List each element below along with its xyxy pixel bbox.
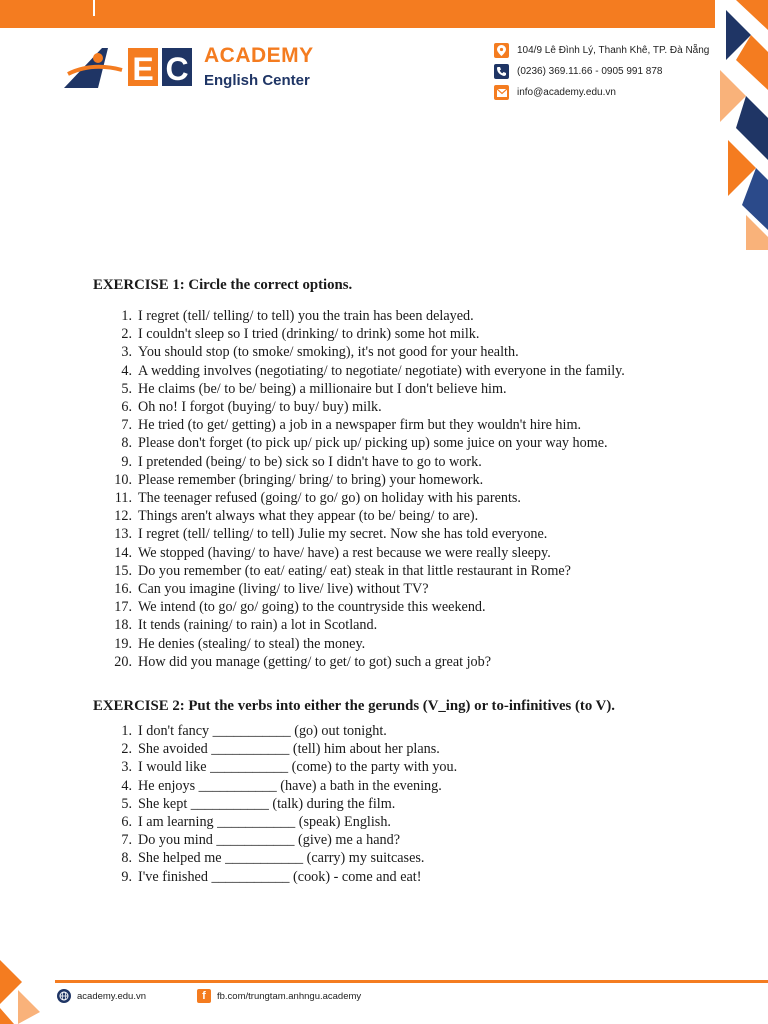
item-text: Please don't forget (to pick up/ pick up/ picking up) some juice on your way home. [138,435,608,452]
list-item [93,777,675,795]
contact-phone-row [494,61,709,82]
list-item [93,525,675,543]
list-item [93,580,675,598]
item-number: 7. [121,832,132,849]
list-item [93,325,675,343]
item-text: The teenager refused (going/ to go/ go) on holiday with his parents. [138,490,521,507]
svg-text:C: C [165,51,189,87]
item-text: Do you mind ___________ (give) me a hand? [138,832,401,849]
contact-email[interactable]: info@academy.edu.vn [517,87,616,98]
top-bar [0,0,715,28]
item-text: Please remember (bringing/ bring/ to bring) your homework. [138,471,484,488]
facebook-icon: f [197,989,211,1003]
item-number: 2. [121,741,132,758]
top-bar-notch [93,0,95,16]
list-item [93,489,675,507]
list-item [93,740,675,758]
corner-decoration-top-right [706,0,768,250]
list-item [93,453,675,471]
academy-logo [62,44,312,94]
item-text: I pretended (being/ to be) sick so I didn't have to go to work. [138,453,482,470]
list-item [93,653,675,671]
list-item [93,562,675,580]
list-item [93,795,675,813]
item-number: 12. [114,508,132,525]
phone-icon [494,64,509,79]
item-number: 2. [121,326,132,343]
email-icon [494,85,509,100]
footer-website-text: academy.edu.vn [77,990,147,1002]
item-number: 8. [121,435,132,452]
item-number: 13. [114,526,132,543]
list-item [93,849,675,867]
list-item [93,868,675,886]
footer-rule [55,980,768,983]
item-number: 14. [114,544,132,561]
item-number: 7. [121,417,132,434]
exercise-1-title: EXERCISE 1: Circle the correct options. [93,277,353,293]
item-number: 1. [121,723,132,740]
footer-facebook[interactable] [197,989,361,1003]
list-item [93,758,675,776]
item-text: You should stop (to smoke/ smoking), it's not good for your health. [138,344,519,361]
item-text: I am learning ___________ (speak) English. [138,814,391,831]
item-text: We stopped (having/ to have/ have) a rest because we were really sleepy. [138,544,551,561]
item-text: Oh no! I forgot (buying/ to buy/ buy) milk. [138,399,382,416]
item-number: 17. [114,599,132,616]
item-number: 3. [121,344,132,361]
logo-subtitle: English Center [204,72,310,89]
item-text: I couldn't sleep so I tried (drinking/ to drink) some hot milk. [138,326,480,343]
item-text: He denies (stealing/ to steal) the money. [138,635,366,652]
list-item [93,416,675,434]
list-item [93,616,675,634]
contact-phone: (0236) 369.11.66 - 0905 991 878 [517,66,663,77]
item-number: 18. [114,617,132,634]
list-item [93,507,675,525]
item-text: Do you remember (to eat/ eating/ eat) steak in that little restaurant in Rome? [138,562,571,579]
item-text: I've finished ___________ (cook) - come and eat! [138,868,422,885]
svg-text:E: E [132,51,154,87]
item-number: 8. [121,850,132,867]
worksheet-content [93,276,675,886]
item-text: How did you manage (getting/ to get/ to got) such a great job? [138,653,492,670]
item-text: Can you imagine (living/ to live/ live) without TV? [138,581,429,598]
logo-mark-icon [62,44,202,94]
item-text: She helped me ___________ (carry) my suitcases. [138,850,425,867]
location-pin-icon [494,43,509,58]
list-item [93,635,675,653]
corner-decoration-bottom-left [0,960,50,1024]
list-item [93,380,675,398]
list-item [93,831,675,849]
item-text: I regret (tell/ telling/ to tell) Julie my secret. Now she has told everyone. [138,526,548,543]
logo-academy-text: ACADEMY [204,44,314,67]
list-item [93,722,675,740]
item-number: 16. [114,581,132,598]
list-item [93,471,675,489]
list-item [93,307,675,325]
contact-address: 104/9 Lê Đình Lý, Thanh Khê, TP. Đà Nẵng [517,45,710,56]
item-text: He enjoys ___________ (have) a bath in the evening. [138,777,442,794]
item-text: He tried (to get/ getting) a job in a newspaper firm but they wouldn't hire him. [138,417,582,434]
item-number: 9. [121,868,132,885]
list-item [93,813,675,831]
item-text: He claims (be/ to be/ being) a millionaire but I don't believe him. [138,380,507,397]
item-text: I regret (tell/ telling/ to tell) you the train has been delayed. [138,308,474,324]
item-number: 11. [114,490,132,507]
item-text: It tends (raining/ to rain) a lot in Scotland. [138,617,378,634]
item-number: 19. [114,635,132,652]
item-text: Things aren't always what they appear (to be/ being/ to are). [138,508,479,525]
item-number: 20. [114,653,132,670]
globe-icon [57,989,71,1003]
item-text: A wedding involves (negotiating/ to negotiate/ negotiate) with everyone in the family. [138,362,625,379]
item-number: 6. [121,399,132,416]
list-item [93,434,675,452]
footer-facebook-text: fb.com/trungtam.anhngu.academy [217,990,362,1002]
item-number: 10. [114,471,132,488]
item-text: I would like ___________ (come) to the party with you. [138,759,458,776]
exercise-1-list [93,307,675,671]
contact-email-row [494,82,709,103]
item-text: We intend (to go/ go/ going) to the countryside this weekend. [138,599,486,616]
item-text: She avoided ___________ (tell) him about her plans. [138,741,440,758]
contact-address-row [494,40,709,61]
item-number: 3. [121,759,132,776]
item-text: She kept ___________ (talk) during the film. [138,795,396,812]
list-item [93,598,675,616]
item-number: 9. [121,453,132,470]
item-text: I don't fancy ___________ (go) out tonight. [138,723,387,740]
list-item [93,544,675,562]
list-item [93,362,675,380]
footer-website[interactable] [57,989,146,1003]
item-number: 1. [121,308,132,324]
item-number: 6. [121,814,132,831]
list-item [93,398,675,416]
exercise-2-title: EXERCISE 2: Put the verbs into either the gerunds (V_ing) or to-infinitives (to V). [93,698,615,715]
item-number: 5. [121,380,132,397]
item-number: 4. [121,362,132,379]
list-item [93,343,675,361]
item-number: 5. [121,795,132,812]
item-number: 4. [121,777,132,794]
exercise-2-list [93,722,675,886]
item-number: 15. [114,562,132,579]
contact-block [494,40,709,103]
